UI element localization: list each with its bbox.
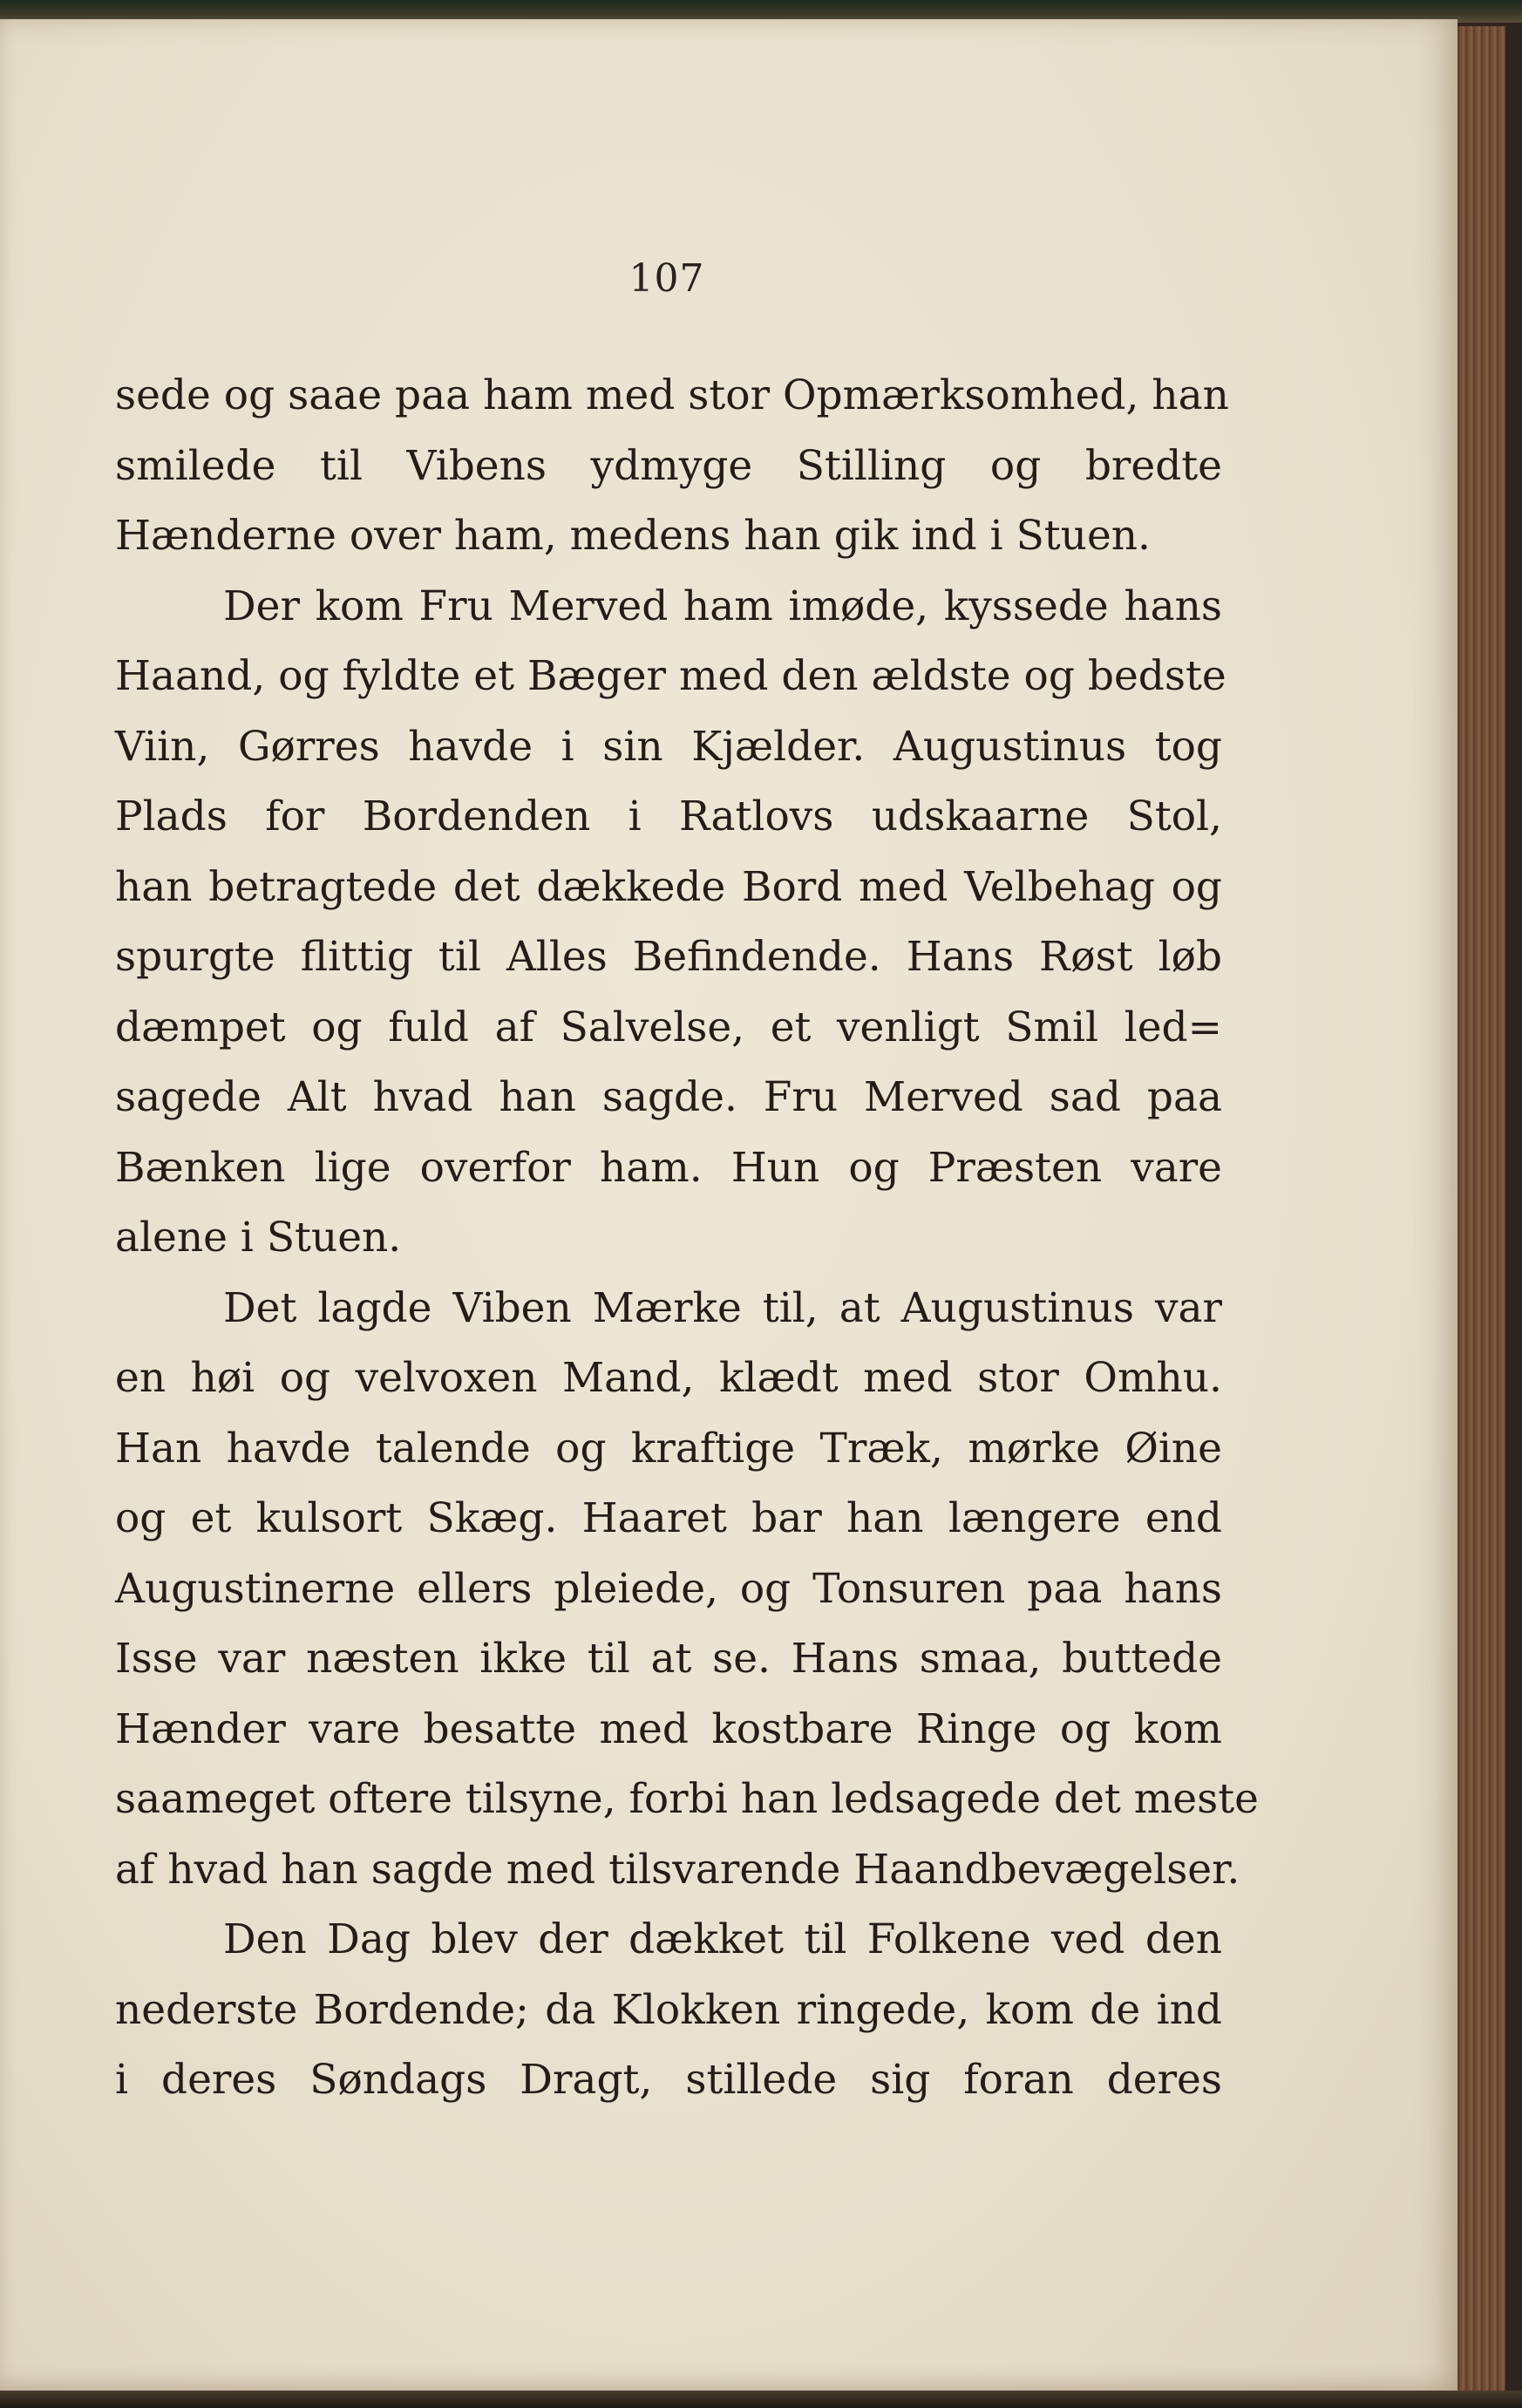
text-line: nederste Bordende; da Klokken ringede, kom de ind [115, 1985, 1222, 2034]
text-line: Isse var næsten ikke til at se. Hans smaa, buttede [115, 1635, 1222, 1683]
text-line: Der kom Fru Merved ham imøde, kyssede hans [223, 582, 1222, 630]
text-line: en høi og velvoxen Mand, klædt med stor Omhu. [115, 1354, 1222, 1402]
text-line: sagede Alt hvad han sagde. Fru Merved sad paa [115, 1073, 1222, 1121]
book-bottom-edge [0, 2391, 1522, 2408]
text-line: Den Dag blev der dækket til Folkene ved den [223, 1915, 1222, 1963]
text-line: saameget oftere tilsyne, forbi han ledsagede det meste [115, 1775, 1259, 1823]
body-text [115, 361, 1259, 2116]
text-line: spurgte flittig til Alles Befindende. Hans Røst løb [115, 933, 1222, 981]
text-line: Hænder vare besatte med kostbare Ringe og kom [115, 1704, 1222, 1753]
book-page [0, 19, 1457, 2392]
text-line: dæmpet og fuld af Salvelse, et venligt Smil led= [115, 1003, 1222, 1051]
text-line: smilede til Vibens ydmyge Stilling og bredte [115, 441, 1222, 490]
text-line: Hænderne over ham, medens han gik ind i Stuen. [115, 512, 1151, 560]
text-line: han betragtede det dækkede Bord med Velbehag og [115, 862, 1222, 911]
text-line: Haand, og fyldte et Bæger med den ældste og bedste [115, 652, 1226, 700]
page-stack-edge [1451, 26, 1505, 2393]
text-line: alene i Stuen. [115, 1214, 402, 1262]
page-number: 107 [629, 256, 705, 301]
text-line: Han havde talende og kraftige Træk, mørke Øine [115, 1424, 1222, 1473]
text-line: Augustinerne ellers pleiede, og Tonsuren paa hans [115, 1564, 1222, 1613]
text-line: af hvad han sagde med tilsvarende Haandbevægelser. [115, 1845, 1240, 1894]
text-line: Plads for Bordenden i Ratlovs udskaarne Stol, [115, 792, 1222, 840]
text-line: og et kulsort Skæg. Haaret bar han længere end [115, 1494, 1222, 1542]
text-line: Det lagde Viben Mærke til, at Augustinus var [223, 1283, 1222, 1332]
text-line: Bænken lige overfor ham. Hun og Præsten vare [115, 1143, 1222, 1192]
text-line: Viin, Gørres havde i sin Kjælder. Augustinus tog [115, 722, 1222, 771]
text-line: i deres Søndags Dragt, stillede sig foran deres [115, 2056, 1222, 2104]
text-line: sede og saae paa ham med stor Opmærksomhed, han [115, 371, 1229, 419]
